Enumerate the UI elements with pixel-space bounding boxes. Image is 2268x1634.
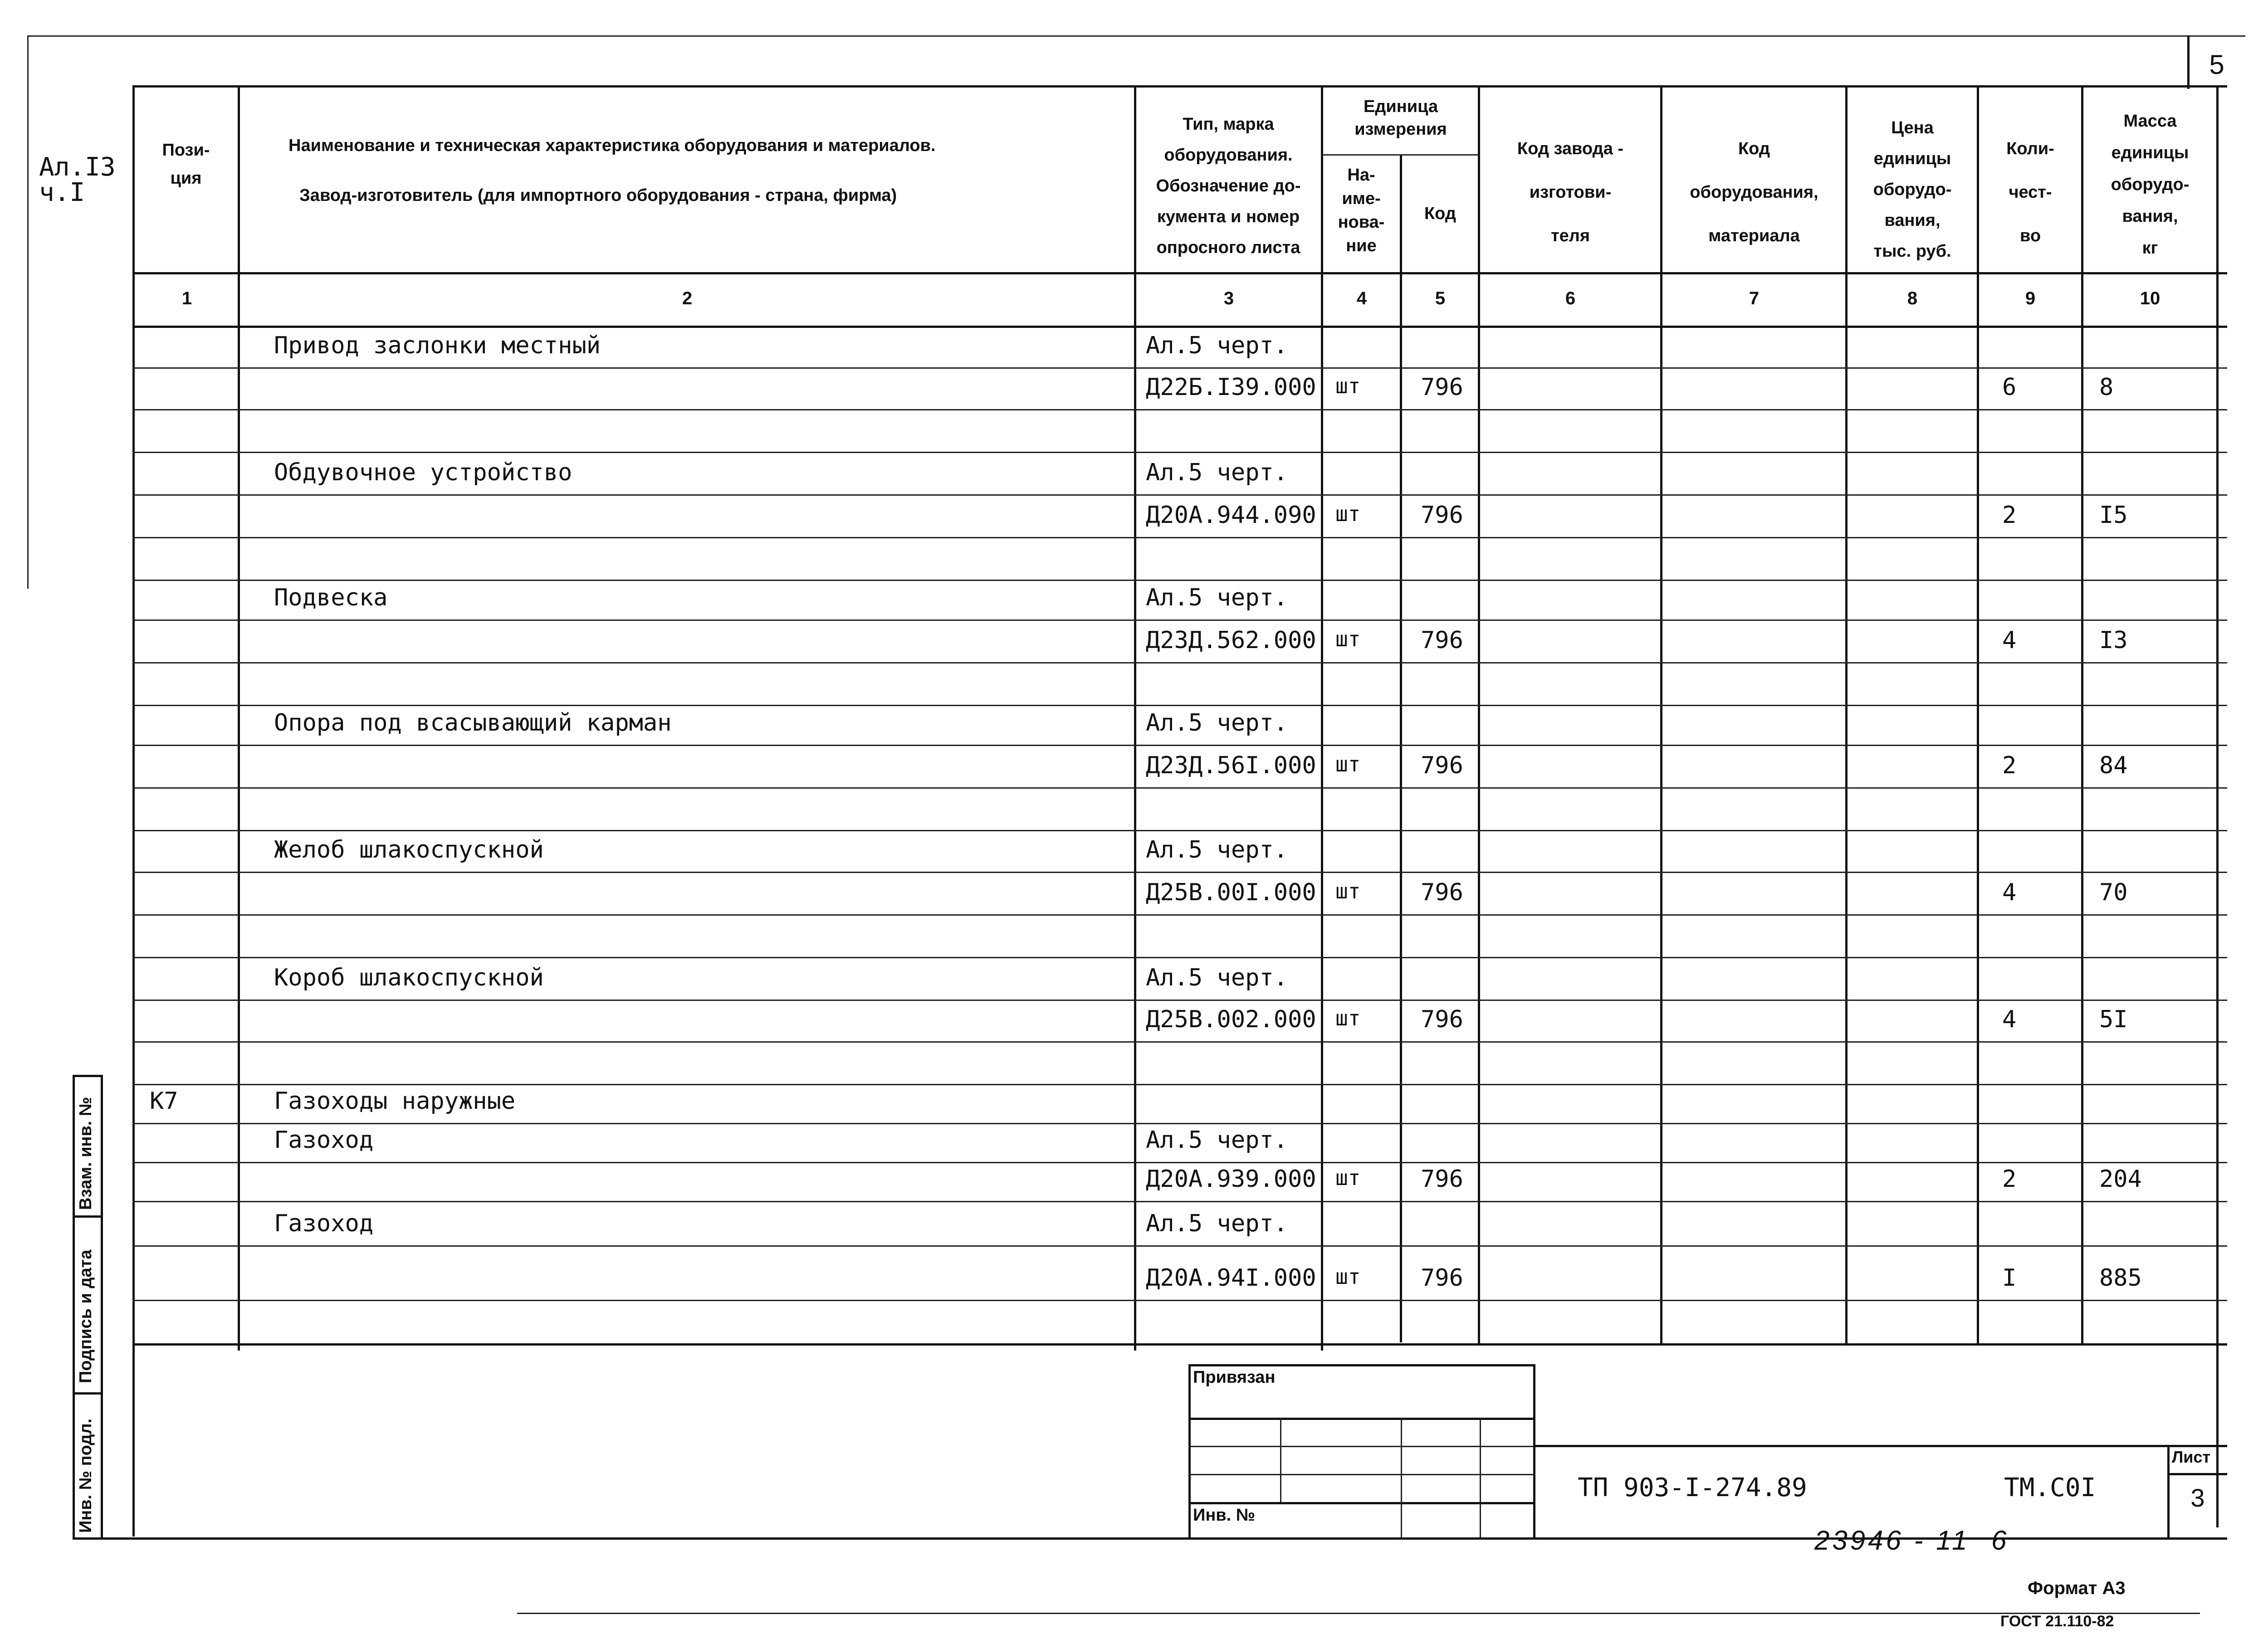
stamp-sheet-left <box>2167 1445 2170 1537</box>
stamp-privyazan-right <box>1533 1364 1535 1537</box>
stamp-format: Формат А3 <box>2028 1578 2126 1598</box>
header-col3: Тип, марка оборудования. Обозначение до- кумента и номер опросного листа <box>1156 115 1301 257</box>
side-stamp-left <box>73 1075 75 1539</box>
outer-frame-top <box>27 35 2245 37</box>
outer-frame-left <box>27 35 29 589</box>
header-col10: Масса единицы оборудо- вания, кг <box>2111 112 2190 258</box>
cell-mass: 5I <box>2099 1006 2128 1033</box>
table-row <box>134 537 2218 580</box>
stamp-gost: ГОСТ 21.110-82 <box>2000 1613 2114 1630</box>
cell-qty: 4 <box>2002 1006 2017 1033</box>
side-stamp-div2 <box>73 1392 103 1395</box>
colnum-4: 4 <box>1356 288 1367 308</box>
stamp-privyazan-vline2 <box>1401 1418 1402 1537</box>
sheet-number: 5 <box>2209 49 2224 80</box>
cell-doc: Ал.5 черт. <box>1146 709 1288 737</box>
cell-doc: Ал.5 черт. <box>1146 332 1288 359</box>
stamp-sheet-value: 3 <box>2190 1483 2205 1512</box>
cell-doc: Ал.5 черт. <box>1146 1127 1288 1154</box>
cell-code: 796 <box>1421 752 1463 779</box>
header-col7: Код оборудования, материала <box>1690 139 1818 245</box>
cell-name: Опора под всасывающий карман <box>274 709 672 737</box>
cell-name: Желоб шлакоспускной <box>274 836 544 863</box>
cell-mass: 204 <box>2099 1166 2142 1193</box>
colnum-1: 1 <box>181 288 192 308</box>
sheet-box-left <box>2187 35 2190 89</box>
header-col2-line1: Наименование и техническая характеристика оборудования и материалов. <box>288 136 936 155</box>
stamp-privyazan-vline3 <box>1480 1418 1481 1537</box>
stamp-archive-number: 23946 - 11 <box>1814 1525 1970 1556</box>
cell-pos: К7 <box>150 1088 178 1115</box>
cell-code: 796 <box>1421 1166 1463 1193</box>
cell-doc: Д22Б.I39.000 <box>1146 374 1316 401</box>
unit-group-divider <box>1321 154 1479 156</box>
stamp-privyazan-row4 <box>1188 1502 1535 1504</box>
cell-mass: 885 <box>2099 1264 2142 1292</box>
side-stamp-top <box>73 1075 103 1077</box>
stamp-privyazan-vline1 <box>1280 1418 1281 1502</box>
cell-name: Обдувочное устройство <box>274 459 572 486</box>
stamp-sheet-div <box>2167 1473 2227 1475</box>
cell-doc: Д25В.00I.000 <box>1146 879 1316 906</box>
stamp-privyazan-top <box>1188 1364 1535 1366</box>
colnum-10: 10 <box>2140 288 2160 308</box>
header-bottom-border <box>132 272 2227 274</box>
colnum-7: 7 <box>1749 288 1760 308</box>
cell-doc: Ал.5 черт. <box>1146 584 1288 611</box>
header-col4: На- име- нова- ние <box>1338 166 1385 255</box>
cell-doc: Д23Д.56I.000 <box>1146 752 1316 779</box>
colnum-3: 3 <box>1223 288 1234 308</box>
stamp-privyazan-left <box>1188 1364 1191 1537</box>
header-unit-group: Единица измерения <box>1354 97 1447 139</box>
cell-doc: Ал.5 черт. <box>1146 1210 1288 1237</box>
cell-code: 796 <box>1421 879 1463 906</box>
cell-doc: Д20А.944.090 <box>1146 502 1316 529</box>
stamp-inv-label: Инв. № <box>1193 1506 1256 1525</box>
cell-code: 796 <box>1421 502 1463 529</box>
cell-unit: шт <box>1335 1006 1361 1030</box>
table-row <box>134 1300 2218 1343</box>
table-row <box>134 787 2218 830</box>
cell-unit: шт <box>1335 627 1361 651</box>
header-col5: Код <box>1424 204 1457 223</box>
cell-doc: Д25В.002.000 <box>1146 1006 1316 1033</box>
cell-qty: 2 <box>2002 502 2017 529</box>
table-row <box>134 662 2218 705</box>
table-row <box>134 914 2218 957</box>
cell-mass: 84 <box>2099 752 2128 779</box>
table-row <box>134 1041 2218 1084</box>
cell-name: Газоход <box>274 1210 374 1237</box>
cell-mass: I5 <box>2099 502 2128 529</box>
header-col9: Коли- чест- во <box>2006 139 2054 245</box>
stamp-main-top <box>1533 1445 2227 1447</box>
cell-doc: Д20А.94I.000 <box>1146 1264 1316 1292</box>
header-col8: Цена единицы оборудо- вания, тыс. руб. <box>1873 118 1952 261</box>
cell-qty: 2 <box>2002 1166 2017 1193</box>
cell-name: Газоходы наружные <box>274 1088 516 1115</box>
cell-mass: 8 <box>2099 374 2114 401</box>
cell-doc: Д20А.939.000 <box>1146 1166 1316 1193</box>
cell-qty: 2 <box>2002 752 2017 779</box>
cell-mass: 70 <box>2099 879 2128 906</box>
cell-mass: I3 <box>2099 627 2128 654</box>
cell-code: 796 <box>1421 374 1463 401</box>
colnum-2: 2 <box>682 288 693 308</box>
bottom-rule <box>517 1613 2200 1614</box>
colnum-9: 9 <box>2025 288 2036 308</box>
stamp-archive-suffix: 6 <box>1991 1525 2007 1556</box>
header-col1: Пози- ция <box>162 141 210 188</box>
cell-name: Привод заслонки местный <box>274 332 601 359</box>
cell-qty: I <box>2002 1264 2017 1292</box>
colnum-8: 8 <box>1907 288 1918 308</box>
margin-note-line2: ч.I <box>39 178 85 207</box>
cell-doc: Ал.5 черт. <box>1146 459 1288 486</box>
cell-doc: Ал.5 черт. <box>1146 836 1288 863</box>
cell-unit: шт <box>1335 502 1361 526</box>
table-row <box>134 409 2218 452</box>
stamp-doc-code: ТМ.С0I <box>2004 1473 2096 1502</box>
header-col6: Код завода - изготови- теля <box>1517 139 1624 245</box>
table-top-border <box>132 85 2227 88</box>
margin-note-line1: Ал.I3 <box>39 152 116 182</box>
table-bottom-border <box>132 1343 2227 1346</box>
cell-unit: шт <box>1335 374 1361 398</box>
cell-unit: шт <box>1335 1166 1361 1190</box>
cell-code: 796 <box>1421 1006 1463 1033</box>
cell-unit: шт <box>1335 1264 1361 1289</box>
side-stamp-div1 <box>73 1215 103 1218</box>
side-stamp-inv: Инв. № подл. <box>76 1418 95 1533</box>
colnum-6: 6 <box>1565 288 1576 308</box>
colnum-5: 5 <box>1435 288 1446 308</box>
cell-unit: шт <box>1335 752 1361 776</box>
cell-qty: 4 <box>2002 627 2017 654</box>
stamp-privyazan-row2 <box>1188 1446 1535 1447</box>
cell-name: Короб шлакоспускной <box>274 964 544 991</box>
side-stamp-podpis: Подпись и дата <box>76 1249 95 1383</box>
cell-unit: шт <box>1335 879 1361 903</box>
cell-qty: 6 <box>2002 374 2017 401</box>
cell-code: 796 <box>1421 1264 1463 1292</box>
cell-qty: 4 <box>2002 879 2017 906</box>
stamp-privyazan-label: Привязан <box>1193 1368 1276 1387</box>
side-stamp-vzam: Взам. инв. № <box>76 1097 95 1210</box>
stamp-project-code: ТП 903-I-274.89 <box>1578 1473 1807 1502</box>
stamp-privyazan-row1 <box>1188 1418 1535 1420</box>
cell-code: 796 <box>1421 627 1463 654</box>
cell-doc: Д23Д.562.000 <box>1146 627 1316 654</box>
header-col2-line2: Завод-изготовитель (для импортного оборудования - страна, фирма) <box>299 186 897 205</box>
stamp-privyazan-row3 <box>1188 1474 1535 1475</box>
cell-name: Подвеска <box>274 584 388 611</box>
cell-name: Газоход <box>274 1127 374 1154</box>
cell-doc: Ал.5 черт. <box>1146 964 1288 991</box>
stamp-sheet-label: Лист <box>2172 1448 2211 1466</box>
side-stamp-mid <box>101 1075 103 1539</box>
